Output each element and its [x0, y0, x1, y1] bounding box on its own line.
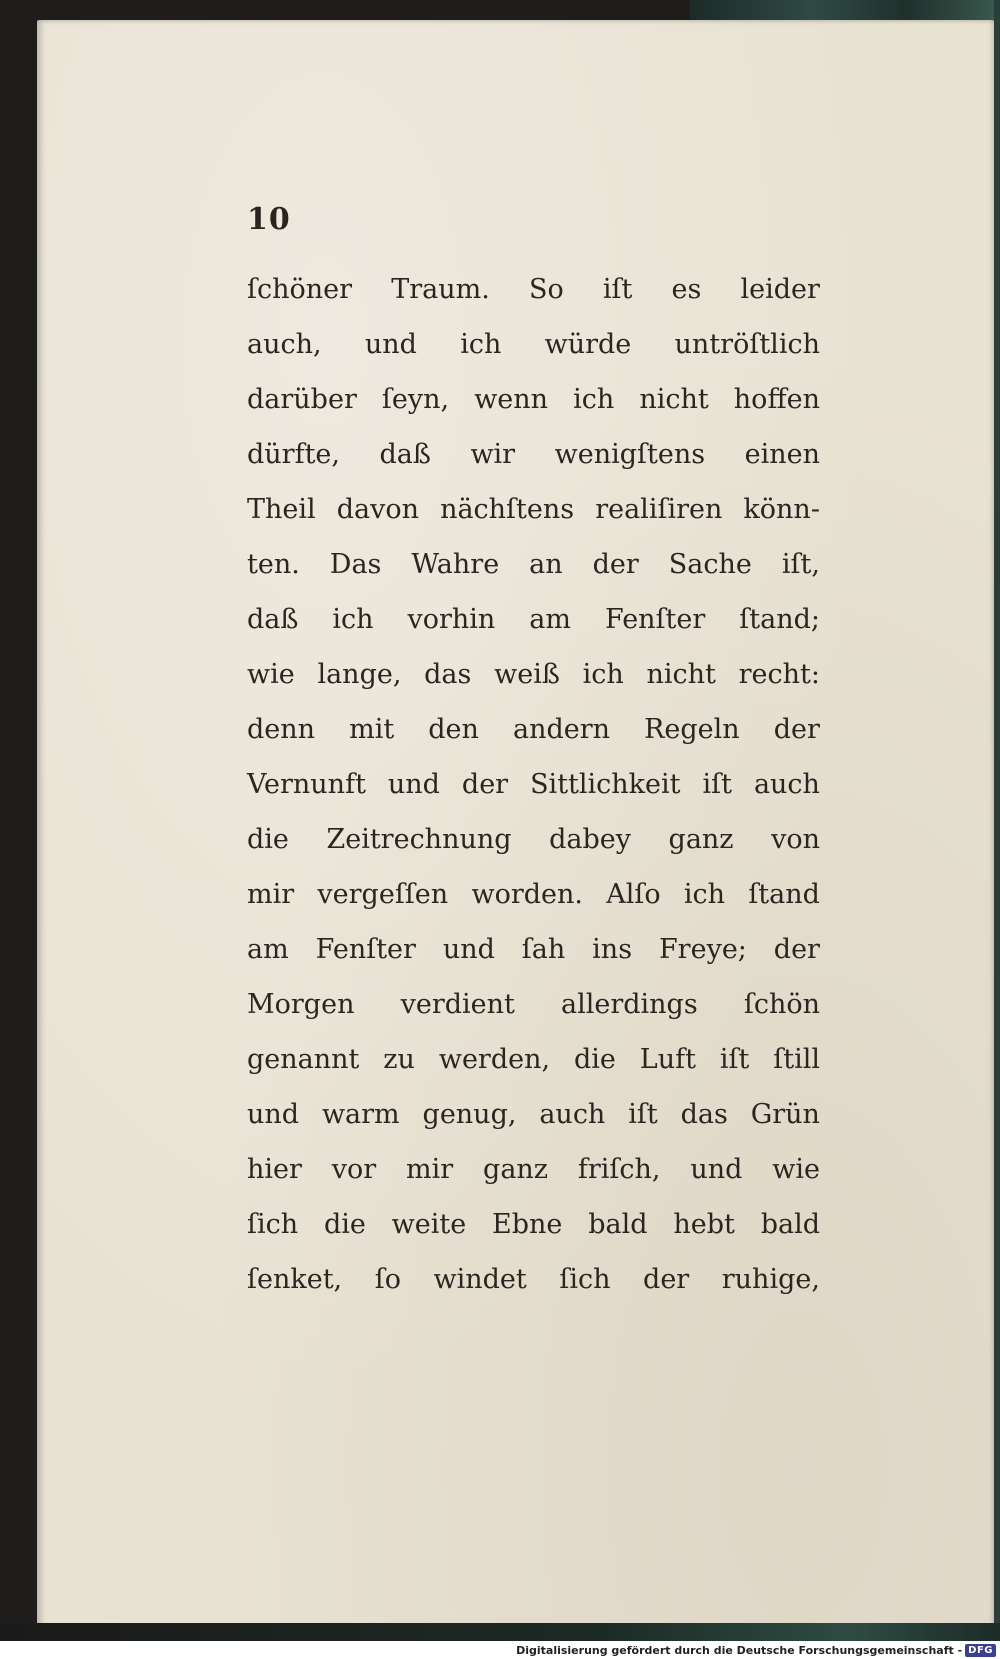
text-line [247, 922, 820, 977]
text-line [247, 757, 820, 812]
book-binding-right [994, 0, 1000, 1659]
word: Ebne [492, 1209, 563, 1240]
word: wir [470, 439, 516, 470]
word: iſt [702, 769, 732, 800]
word: andern [512, 714, 611, 745]
word: ſich [247, 1209, 299, 1240]
word: der [773, 934, 820, 965]
word: auch, [247, 329, 322, 360]
word: nicht [646, 659, 716, 690]
word: wenigſtens [554, 439, 706, 470]
word: Wahre [411, 549, 500, 580]
text-line [247, 812, 820, 867]
word: hebt [673, 1209, 735, 1240]
text-line [247, 427, 820, 482]
word: ten. [247, 549, 300, 580]
word: ſenket, [247, 1264, 343, 1295]
word: und [690, 1154, 743, 1185]
word: leider [740, 274, 820, 305]
word: und [247, 1099, 300, 1130]
word: weite [391, 1209, 467, 1240]
word: vorhin [407, 604, 496, 635]
text-line [247, 1252, 820, 1307]
word: ſeyn, [381, 384, 450, 415]
word: worden. [471, 879, 583, 910]
word: wie [247, 659, 295, 690]
word: Zeitrechnung [326, 824, 512, 855]
word: Luft [639, 1044, 696, 1075]
text-line [247, 1087, 820, 1142]
word: einen [744, 439, 820, 470]
word: Sache [668, 549, 752, 580]
word: auch [539, 1099, 606, 1130]
text-line [247, 537, 820, 592]
word: bald [760, 1209, 820, 1240]
text-line [247, 1032, 820, 1087]
word: auch [753, 769, 820, 800]
dfg-logo: DFG [965, 1644, 996, 1657]
word: nächſtens [440, 494, 575, 525]
text-line [247, 647, 820, 702]
word: warm [321, 1099, 400, 1130]
page-number: 10 [247, 202, 291, 237]
word: Theil [247, 494, 316, 525]
page-text [247, 262, 820, 1307]
word: iſt [628, 1099, 658, 1130]
word: ich [683, 879, 726, 910]
word: und [442, 934, 495, 965]
word: Traum. [391, 274, 490, 305]
word: daß [247, 604, 299, 635]
word: recht: [738, 659, 820, 690]
word: ſtand; [739, 604, 820, 635]
word: ganz [668, 824, 734, 855]
word: So [528, 274, 564, 305]
word: ſchöner [247, 274, 353, 305]
text-line [247, 482, 820, 537]
book-binding-bottom [0, 1623, 1000, 1641]
word: ſtand [748, 879, 820, 910]
word: nicht [639, 384, 709, 415]
word: friſch, [577, 1154, 661, 1185]
word: wenn [474, 384, 549, 415]
word: vergeſſen [317, 879, 449, 910]
funding-credit: Digitalisierung gefördert durch die Deutsche Forschungsgemeinschaft - [516, 1643, 963, 1657]
word: die [247, 824, 289, 855]
word: genannt [247, 1044, 360, 1075]
word: mir [247, 879, 295, 910]
text-line [247, 977, 820, 1032]
word: iſt [602, 274, 633, 305]
word: würde [544, 329, 632, 360]
word: bald [588, 1209, 648, 1240]
word: mit [349, 714, 395, 745]
word: und [387, 769, 440, 800]
word: darüber [247, 384, 357, 415]
word: und [364, 329, 417, 360]
word: ich [573, 384, 615, 415]
word: das [424, 659, 472, 690]
word: am [247, 934, 289, 965]
word: zu [383, 1044, 415, 1075]
word: ſtill [773, 1044, 820, 1075]
word: Fenſter [315, 934, 416, 965]
word: dürfte, [247, 439, 340, 470]
word: ganz [483, 1154, 549, 1185]
word: denn [247, 714, 316, 745]
word: verdient [400, 989, 515, 1020]
word: realiſiren [595, 494, 723, 525]
word: Regeln [644, 714, 740, 745]
word: dabey [549, 824, 631, 855]
text-line [247, 1142, 820, 1197]
word: iſt [719, 1044, 750, 1075]
word: ſah [521, 934, 566, 965]
text-line [247, 262, 820, 317]
word: Das [329, 549, 382, 580]
word: vor [331, 1154, 377, 1185]
word: von [771, 824, 820, 855]
word: ſich [559, 1264, 611, 1295]
word: daß [379, 439, 431, 470]
word: die [573, 1044, 616, 1075]
word: ſo [374, 1264, 401, 1295]
word: Vernunft [247, 769, 366, 800]
text-line [247, 317, 820, 372]
word: ich [582, 659, 624, 690]
word: ich [332, 604, 374, 635]
word: es [671, 274, 702, 305]
word: werden, [438, 1044, 551, 1075]
word: Freye; [658, 934, 747, 965]
word: ruhige, [721, 1264, 820, 1295]
word: der [592, 549, 639, 580]
text-line [247, 867, 820, 922]
word: ſchön [743, 989, 820, 1020]
word: windet [433, 1264, 527, 1295]
word: der [773, 714, 820, 745]
text-line [247, 1197, 820, 1252]
word: der [461, 769, 509, 800]
word: das [680, 1099, 728, 1130]
word: Morgen [247, 989, 355, 1020]
word: wie [772, 1154, 820, 1185]
word: den [428, 714, 479, 745]
word: der [643, 1264, 690, 1295]
word: allerdings [561, 989, 698, 1020]
word: weiß [494, 659, 560, 690]
text-line [247, 372, 820, 427]
word: an [529, 549, 563, 580]
word: hoffen [733, 384, 820, 415]
word: iſt, [781, 549, 820, 580]
word: Sittlichkeit [530, 769, 681, 800]
word: genug, [422, 1099, 517, 1130]
word: Alſo [606, 879, 661, 910]
word: Grün [750, 1099, 820, 1130]
word: am [529, 604, 571, 635]
word: lange, [317, 659, 402, 690]
digitization-footer [0, 1641, 1000, 1659]
word: Fenſter [604, 604, 706, 635]
text-line [247, 702, 820, 757]
word: die [323, 1209, 366, 1240]
text-line [247, 592, 820, 647]
word: ich [460, 329, 502, 360]
word: mir [406, 1154, 454, 1185]
word: könn- [743, 494, 820, 525]
word: untröſtlich [674, 329, 820, 360]
word: hier [247, 1154, 302, 1185]
word: davon [336, 494, 419, 525]
word: ins [592, 934, 633, 965]
